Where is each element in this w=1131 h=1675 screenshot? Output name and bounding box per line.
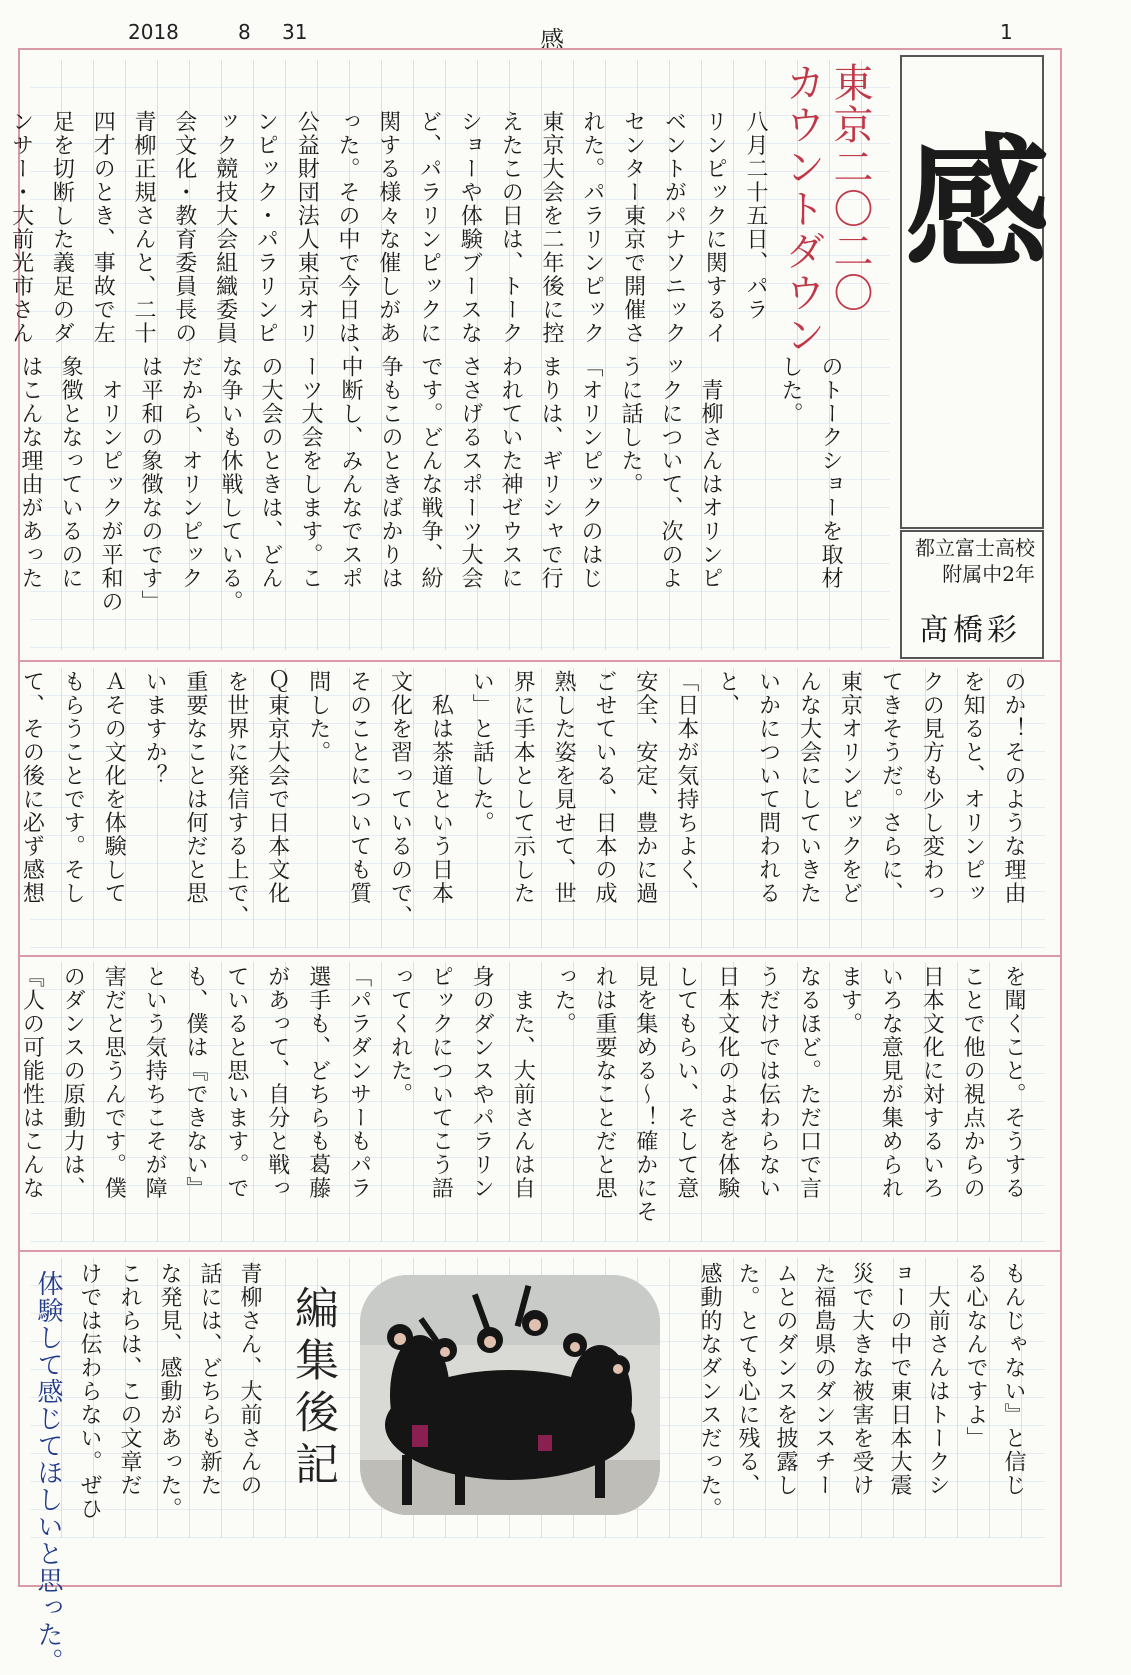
text-column: 問した。 (305, 670, 331, 764)
header-title: 感 (540, 26, 564, 54)
text-column: えたこの日は、トーク (498, 110, 524, 345)
text-column: ピックについてこう語 (428, 965, 454, 1200)
text-column: 争もこのときばかりは (378, 355, 403, 590)
text-column: ていると思います。で (223, 965, 249, 1200)
text-column: ささげるスポーツ大会 (458, 355, 483, 590)
text-column: があって、自分と戦っ (264, 965, 290, 1200)
dance-photo-image (360, 1275, 660, 1515)
text-column: うに話した。 (618, 355, 643, 496)
text-column: を聞くこと。そうする (1001, 965, 1026, 1200)
text-column: ごせている、日本の成 (592, 670, 617, 905)
text-column: 足を切断した義足のダ (49, 110, 75, 345)
text-column: を世界に発信する上で、 (223, 670, 249, 929)
text-column: て、その後に必ず感想 (19, 670, 45, 905)
text-column: いろな意見が集められ (878, 965, 904, 1200)
text-column: 会文化・教育委員長の (171, 110, 197, 345)
text-column: 公益財団法人東京オリ (294, 110, 320, 345)
text-column: した。 (778, 355, 803, 426)
text-column: まりは、ギリシャで行 (538, 355, 563, 590)
text-column: 重要なことは何だと思 (183, 670, 208, 905)
text-column: ど、パラリンピックに (416, 110, 442, 345)
text-column: 界に手本として示した (510, 670, 536, 905)
text-column: リンピックに関するイ (702, 110, 728, 345)
text-column: もんじゃない』と信じ (1001, 1262, 1026, 1497)
section-divider-2 (18, 955, 1062, 957)
text-column: はこんな理由があった (18, 355, 43, 590)
header-page: 1 (1000, 20, 1013, 44)
text-column: いますか？ (142, 670, 168, 788)
headline-line-2: カウントダウン (779, 62, 825, 356)
text-column: クの見方も少し変わっ (919, 670, 945, 905)
text-column: 東京大会を二年後に控 (539, 110, 564, 345)
text-column: った。その中で今日は、 (335, 110, 360, 369)
text-column: してもらい、そして意 (673, 965, 699, 1200)
text-column: 日本文化に対するいろ (919, 965, 945, 1200)
text-column: もらうことです。そし (60, 670, 86, 905)
text-column: ベントがパナソニック (661, 110, 687, 345)
title-character: 感 (905, 120, 1050, 290)
text-column: だから、オリンピック (178, 355, 203, 590)
text-column: 「日本が気持ちよく、 (673, 670, 699, 905)
text-column: 日本文化のよさを体験 (714, 965, 740, 1200)
dance-photo (360, 1275, 660, 1515)
text-column: 大前さんはトークシ (925, 1262, 950, 1497)
text-column: けでは伝わらない。ぜひ (77, 1262, 102, 1521)
text-column: な発見、感動があった。 (157, 1262, 182, 1521)
text-column: 四才のとき、事故で左 (90, 110, 116, 345)
text-column: 青柳さん、大前さんの (237, 1262, 262, 1497)
text-column: 話には、どちらも新た (197, 1262, 222, 1497)
text-column: の大会のときは、どん (258, 355, 283, 590)
text-column: れた。パラリンピック (579, 110, 605, 345)
text-column: ます。 (837, 965, 863, 1036)
headline-line-1: 東京二〇二〇 (827, 62, 873, 314)
text-column: 私は茶道という日本 (428, 670, 454, 905)
header-day: 31 (282, 20, 308, 44)
text-column: い」と話した。 (469, 670, 495, 835)
author-name: 髙橋彩 (919, 613, 1021, 648)
author-school: 都立富士高校 附属中2年 (915, 536, 1035, 586)
header-month: 8 (238, 20, 251, 44)
text-column: オリンピックが平和の (98, 355, 123, 614)
text-column: のか！そのような理由 (1001, 670, 1026, 905)
text-column: 象徴となっているのに (58, 355, 83, 590)
text-column: そのことについても質 (346, 670, 372, 905)
text-column: これらは、この文章だ (117, 1262, 142, 1497)
text-column: ンピック・パラリンピ (253, 110, 279, 345)
text-column: ックについて、次のよ (658, 355, 683, 590)
text-column: 災で大きな被害を受け (849, 1262, 874, 1497)
section-divider-1 (18, 660, 1062, 662)
text-column: と、 (714, 670, 740, 717)
text-column: 選手も、どちらも葛藤 (305, 965, 331, 1200)
text-column: ンサー・大前光市さん (8, 110, 34, 345)
text-column: 安全、安定、豊かに過 (632, 670, 658, 905)
text-column: Ｑ東京大会で日本文化 (264, 670, 290, 905)
text-column: 関する様々な催しがあ (375, 110, 401, 345)
text-column: また、大前さんは自 (510, 965, 536, 1200)
text-column: れは重要なことだと思 (592, 965, 617, 1200)
text-column: なるほど。ただ口で言 (796, 965, 822, 1200)
text-column: てきそうだ。さらに、 (878, 670, 904, 905)
text-column: うだけでは伝わらない (755, 965, 781, 1200)
text-column: 身のダンスやパラリン (469, 965, 495, 1200)
text-column: ってくれた。 (387, 965, 413, 1106)
text-column: 感動的なダンスだった。 (697, 1262, 722, 1521)
text-column: ーツ大会をします。こ (298, 355, 323, 590)
text-column: も、僕は『できない』 (183, 965, 208, 1200)
text-column: 中断し、みんなでスポ (338, 355, 363, 590)
closing-line: 体験して感じてほしいと思った。 (33, 1270, 63, 1675)
text-column: を知ると、オリンピッ (960, 670, 986, 905)
section-divider-3 (18, 1250, 1062, 1252)
text-column: ショーや体験ブースな (457, 110, 483, 345)
text-column: ムとのダンスを披露し (773, 1262, 798, 1497)
text-column: ック競技大会組織委員 (212, 110, 238, 345)
text-column: な争いも休戦している。 (218, 355, 243, 614)
text-column: 熟した姿を見せて、世 (551, 670, 577, 905)
text-column: る心なんですよ」 (963, 1262, 988, 1450)
text-column: という気持ちこそが障 (142, 965, 168, 1200)
text-column: センター東京で開催さ (620, 110, 646, 345)
text-column: ことで他の視点からの (960, 965, 986, 1200)
text-column: 見を集める～！確かにそ (632, 965, 658, 1224)
text-column: いかについて問われる (755, 670, 781, 905)
text-column: 害だと思うんです。僕 (101, 965, 127, 1200)
text-column: 「オリンピックのはじ (578, 355, 603, 590)
editor-note-title: 編集後記 (287, 1285, 338, 1493)
text-column: た。とても心に残る、 (735, 1262, 760, 1497)
text-column: です。どんな戦争、紛 (418, 355, 443, 590)
text-column: 八月二十五日、パラ (743, 110, 768, 322)
text-column: 「パラダンサーもパラ (346, 965, 372, 1200)
text-column: は平和の象徴なのです」 (138, 355, 163, 614)
text-column: 青柳正規さんと、二十 (131, 110, 156, 345)
text-column: 東京オリンピックをど (837, 670, 863, 905)
text-column: んな大会にしていきた (796, 670, 822, 905)
text-column: のトークショーを取材 (818, 355, 843, 590)
text-column: 『人の可能性はこんな (19, 965, 45, 1200)
text-column: われていた神ゼウスに (498, 355, 523, 590)
text-column: のダンスの原動力は、 (60, 965, 86, 1200)
text-column: Ａその文化を体験して (101, 670, 127, 905)
text-column: 青柳さんはオリンピ (698, 355, 723, 590)
text-column: ョーの中で東日本大震 (887, 1262, 912, 1497)
header-year: 2018 (128, 20, 179, 44)
text-column: 文化を習っているので、 (387, 670, 413, 929)
text-column: た福島県のダンスチー (811, 1262, 836, 1497)
text-column: った。 (551, 965, 577, 1036)
